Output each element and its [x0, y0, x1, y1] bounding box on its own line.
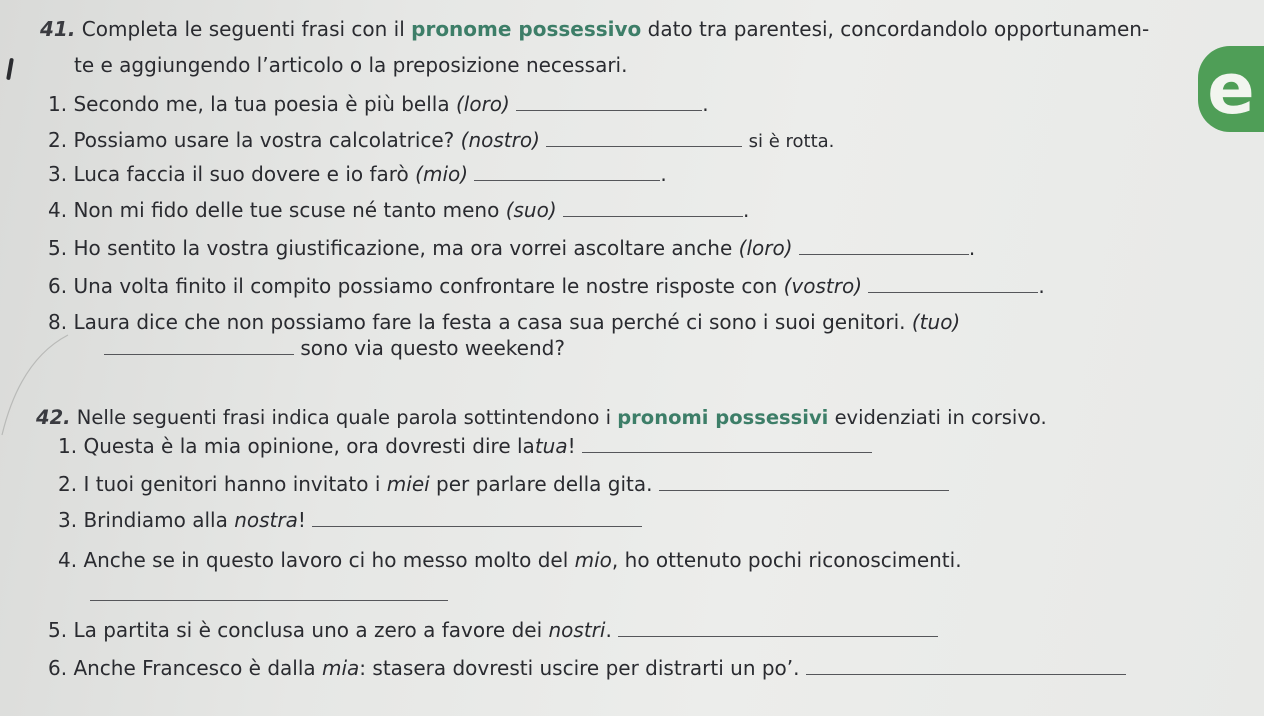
item-hint: (nostro)	[460, 128, 540, 152]
item-text-post: !	[297, 508, 306, 532]
ex41-item-8-line2	[104, 336, 565, 360]
exercise-41-heading-line2: te e aggiungendo l’articolo o la preposizione necessari.	[74, 53, 628, 77]
item-number: 8.	[48, 310, 68, 334]
item-number: 3.	[48, 162, 68, 186]
ex42-item-3	[58, 508, 642, 532]
exercise-41-heading-text-2: dato tra parentesi, concordandolo opportunamen-	[647, 17, 1150, 41]
item-text-post: per parlare della gita.	[429, 472, 653, 496]
item-number: 1.	[58, 434, 78, 458]
answer-blank[interactable]	[563, 215, 743, 217]
exercise-42-heading-text: Nelle seguenti frasi indica quale parola sottintendono i	[76, 406, 612, 429]
answer-blank[interactable]	[582, 451, 872, 453]
ex42-item-2	[58, 472, 949, 496]
exercise-41-heading-text: Completa le seguenti frasi con il	[81, 17, 405, 41]
item-text: I tuoi genitori hanno invitato i	[83, 472, 381, 496]
answer-blank[interactable]	[90, 599, 448, 601]
badge-letter: e	[1207, 48, 1255, 130]
item-italic-word: tua	[534, 434, 568, 458]
ex41-item-3	[48, 162, 667, 186]
ex41-item-4	[48, 198, 749, 222]
item-hint: (loro)	[455, 92, 510, 116]
answer-blank[interactable]	[516, 109, 702, 111]
item-after: .	[968, 236, 976, 260]
item-text: Anche se in questo lavoro ci ho messo molto del	[83, 548, 569, 572]
exercise-41-number: 41.	[40, 17, 76, 41]
item-after: .	[743, 198, 750, 222]
item-after: .	[1038, 274, 1045, 298]
item-number: 5.	[48, 236, 68, 260]
ex42-item-4-answer	[90, 582, 448, 606]
item-text: Brindiamo alla	[83, 508, 228, 532]
answer-blank[interactable]	[659, 489, 949, 491]
item-number: 2.	[58, 472, 78, 496]
item-text: La partita si è conclusa uno a zero a favore dei	[73, 618, 543, 642]
item-hint: (suo)	[505, 198, 557, 222]
item-hint: (tuo)	[911, 310, 961, 334]
ex41-item-8	[48, 310, 960, 334]
item-number: 3.	[58, 508, 78, 532]
item-text-post: !	[567, 434, 576, 458]
answer-blank[interactable]	[806, 673, 1126, 675]
item-number: 6.	[48, 656, 68, 680]
item-text: Questa è la mia opinione, ora dovresti dire la	[83, 434, 535, 458]
item-number: 5.	[48, 618, 68, 642]
item-hint: (loro)	[738, 236, 793, 260]
ex42-item-1	[58, 434, 872, 458]
item-number: 2.	[48, 128, 68, 152]
answer-blank[interactable]	[546, 145, 742, 147]
answer-blank[interactable]	[312, 525, 642, 527]
answer-blank[interactable]	[474, 179, 660, 181]
ex42-item-4	[58, 548, 962, 572]
exercise-42-heading-text-2: evidenziati in corsivo.	[834, 406, 1047, 429]
answer-blank[interactable]	[799, 253, 969, 255]
item-hint: (mio)	[415, 162, 469, 186]
item-italic-word: mia	[322, 656, 360, 680]
item-text: Una volta finito il compito possiamo confrontare le nostre risposte con	[73, 274, 778, 298]
item-text: sono via questo weekend?	[300, 336, 565, 360]
margin-mark	[6, 58, 14, 80]
item-after: .	[702, 92, 709, 116]
item-text-post: : stasera dovresti uscire per distrarti un po’.	[359, 656, 800, 680]
exercise-41-heading-highlight: pronome possessivo	[411, 17, 642, 41]
item-number: 6.	[48, 274, 68, 298]
item-after: si è rotta.	[748, 131, 835, 152]
item-text: Ho sentito la vostra giustificazione, ma ora vorrei ascoltare anche	[73, 236, 733, 260]
unit-badge	[1198, 46, 1264, 132]
exercise-42-number: 42.	[36, 406, 71, 429]
item-after: .	[660, 162, 667, 186]
item-italic-word: nostri	[548, 618, 606, 642]
ex41-item-2	[48, 128, 834, 152]
exercise-42-heading	[36, 404, 1236, 431]
answer-blank[interactable]	[104, 353, 294, 355]
answer-blank[interactable]	[868, 291, 1038, 293]
item-text-post: .	[605, 618, 612, 642]
ex41-item-5	[48, 236, 975, 260]
ex41-item-6	[48, 274, 1045, 298]
item-text: Anche Francesco è dalla	[73, 656, 316, 680]
ex42-item-5	[48, 618, 938, 642]
item-number: 1.	[48, 92, 68, 116]
item-text: Possiamo usare la vostra calcolatrice?	[73, 128, 455, 152]
item-hint: (vostro)	[783, 274, 863, 298]
ex41-item-1	[48, 92, 709, 116]
item-text-post: , ho ottenuto pochi riconoscimenti.	[611, 548, 962, 572]
item-italic-word: nostra	[234, 508, 298, 532]
ex42-item-6	[48, 656, 1126, 680]
item-italic-word: miei	[386, 472, 430, 496]
item-text: Laura dice che non possiamo fare la festa a casa sua perché ci sono i suoi genitori.	[73, 310, 906, 334]
item-italic-word: mio	[574, 548, 612, 572]
exercise-41-heading	[40, 16, 1200, 43]
item-number: 4.	[58, 548, 78, 572]
answer-blank[interactable]	[618, 635, 938, 637]
item-text: Luca faccia il suo dovere e io farò	[73, 162, 409, 186]
item-text: Non mi fido delle tue scuse né tanto meno	[73, 198, 500, 222]
item-text: Secondo me, la tua poesia è più bella	[73, 92, 450, 116]
exercise-42-heading-highlight: pronomi possessivi	[617, 406, 829, 429]
item-number: 4.	[48, 198, 68, 222]
